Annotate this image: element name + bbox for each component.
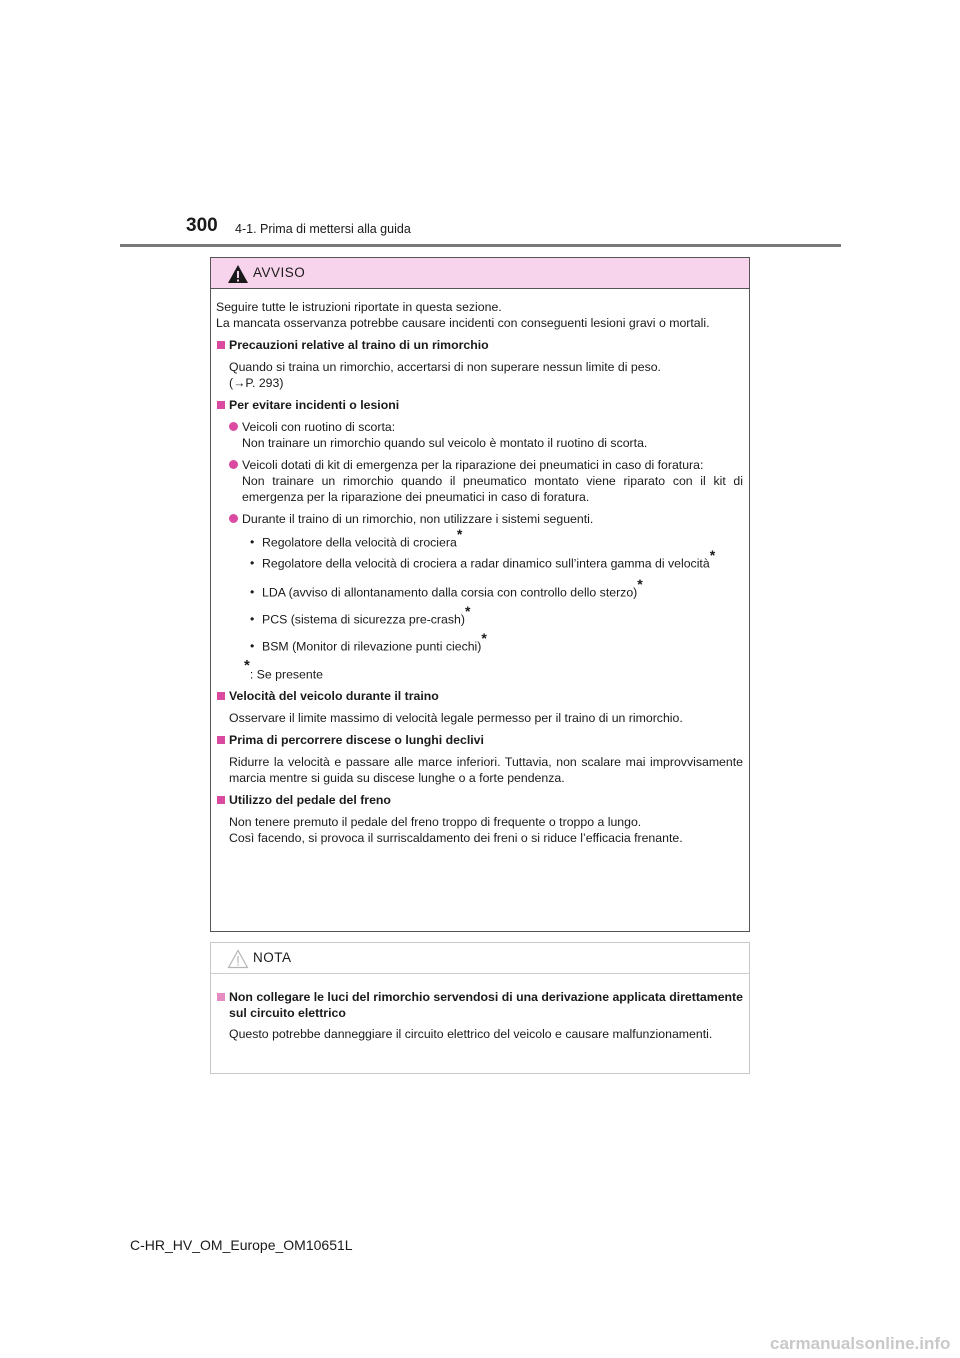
square-bullet-icon	[217, 736, 225, 744]
c2-lead: Veicoli dotati di kit di emergenza per la riparazione dei pneumatici in caso di foratura:	[242, 458, 704, 472]
square-bullet-icon	[217, 401, 225, 409]
section-heading	[216, 337, 743, 353]
footnote	[216, 657, 743, 682]
page-reference: (→P. 293)	[229, 376, 284, 390]
circle-item	[216, 419, 743, 451]
s1-text: Quando si traina un rimorchio, accertarsi di non superare nessun limite di peso.	[229, 360, 661, 374]
system-name: LDA (avviso di allontanamento dalla corsia con controllo dello sterzo)	[262, 586, 638, 601]
section-heading	[216, 989, 743, 1021]
asterisk-marker: *	[456, 526, 463, 542]
header-rule	[120, 244, 841, 247]
system-list-item	[216, 576, 743, 601]
circle-bullet-icon	[229, 422, 238, 431]
footnote-text: : Se presente	[249, 667, 323, 682]
bullet-dot: •	[250, 612, 255, 627]
circle-item	[216, 457, 743, 505]
bullet-dot: •	[250, 555, 255, 570]
bullet-dot: •	[250, 638, 255, 653]
circle-bullet-icon	[229, 460, 238, 469]
intro-line-1: Seguire tutte le istruzioni riportate in questa sezione.	[216, 300, 502, 314]
square-bullet-icon	[217, 993, 225, 1001]
asterisk-marker: *	[244, 657, 250, 675]
system-name: PCS (sistema di sicurezza pre-crash)	[262, 612, 465, 627]
document-code: C-HR_HV_OM_Europe_OM10651L	[130, 1237, 353, 1253]
system-name: Regolatore della velocità di crociera	[262, 535, 457, 550]
caution-triangle-icon	[227, 949, 249, 969]
c1-lead: Veicoli con ruotino di scorta:	[242, 420, 396, 434]
system-list-item	[216, 546, 743, 572]
system-list-item	[216, 526, 743, 551]
square-bullet-icon	[217, 796, 225, 804]
square-bullet-icon	[217, 692, 225, 700]
section-heading-text: Precauzioni relative al traino di un rimorchio	[229, 338, 489, 352]
warning-icon	[227, 264, 249, 284]
nota-body	[216, 985, 743, 1048]
c1-text: Non trainare un rimorchio quando sul veicolo è montato il ruotino di scorta.	[242, 436, 648, 450]
avviso-intro	[216, 299, 743, 331]
s5-text-1: Non tenere premuto il pedale del freno troppo di frequente o troppo a lungo.	[229, 814, 642, 829]
avviso-header	[211, 258, 749, 289]
section-text: Ridurre la velocità e passare alle marce inferiori. Tuttavia, non scalare mai improvvisamente marcia mentre si guida su discese lunghe o a forte pendenza.	[229, 754, 743, 785]
circle-item	[216, 511, 743, 527]
nota-box	[210, 942, 750, 1074]
section-title: 4-1. Prima di mettersi alla guida	[235, 222, 411, 236]
watermark: carmanualsonline.info	[770, 1334, 951, 1353]
system-list-item	[216, 603, 743, 628]
bullet-dot: •	[250, 585, 255, 600]
section-text: Questo potrebbe danneggiare il circuito elettrico del veicolo e causare malfunzionamenti.	[229, 1027, 713, 1041]
asterisk-marker: *	[464, 603, 471, 620]
avviso-body	[216, 299, 743, 852]
section-text	[216, 814, 743, 846]
c3-text: Durante il traino di un rimorchio, non utilizzare i sistemi seguenti.	[242, 512, 594, 526]
section-heading	[216, 732, 743, 748]
system-name: Regolatore della velocità di crociera a radar dinamico sull’intera gamma di velocità	[262, 556, 710, 571]
asterisk-marker: *	[637, 576, 643, 593]
section-heading-text: Per evitare incidenti o lesioni	[229, 398, 400, 412]
section-heading	[216, 688, 743, 704]
nota-label: NOTA	[253, 950, 292, 965]
c2-text: Non trainare un rimorchio quando il pneumatico montato viene riparato con il kit di emergenza per la riparazione dei pneumatici in caso di foratura.	[242, 474, 743, 504]
section-text: Osservare il limite massimo di velocità legale permesso per il traino di un rimorchio.	[229, 710, 683, 725]
nota-header	[211, 943, 749, 974]
bullet-dot: •	[250, 535, 255, 549]
avviso-box	[210, 257, 750, 932]
system-list-item	[216, 629, 743, 655]
section-text	[216, 359, 743, 391]
page-number: 300	[186, 215, 218, 236]
section-heading-text: Utilizzo del pedale del freno	[229, 792, 391, 807]
section-heading	[216, 792, 743, 808]
s5-text-2: Così facendo, si provoca il surriscaldamento dei freni o si riduce l’efficacia frenante.	[229, 830, 683, 845]
system-name: BSM (Monitor di rilevazione punti ciechi)	[262, 639, 482, 654]
asterisk-marker: *	[481, 629, 487, 646]
avviso-label: AVVISO	[253, 265, 306, 280]
circle-bullet-icon	[229, 514, 238, 523]
section-heading	[216, 397, 743, 413]
section-heading-text: Non collegare le luci del rimorchio servendosi di una derivazione applicata direttamente sul circuito elettrico	[229, 990, 743, 1020]
square-bullet-icon	[217, 341, 225, 349]
intro-line-2: La mancata osservanza potrebbe causare incidenti con conseguenti lesioni gravi o mortali.	[216, 316, 710, 330]
section-heading-text: Prima di percorrere discese o lunghi declivi	[229, 732, 484, 747]
asterisk-marker: *	[709, 546, 716, 563]
section-heading-text: Velocità del veicolo durante il traino	[229, 688, 439, 703]
